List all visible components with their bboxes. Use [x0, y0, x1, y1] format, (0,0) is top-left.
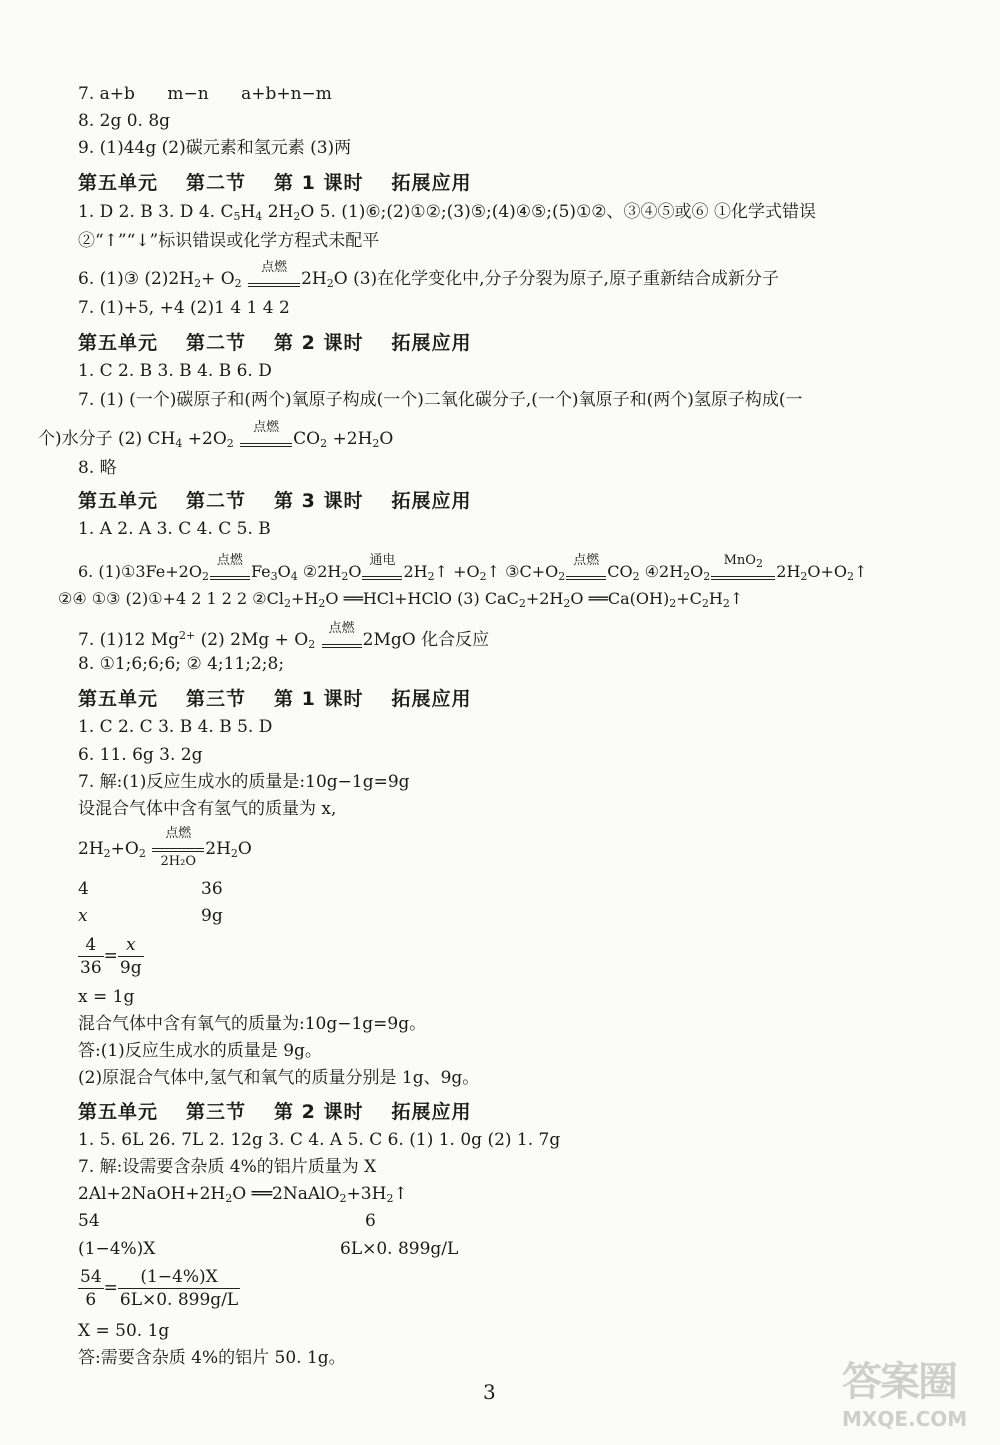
answer-line: 1. D 2. B 3. D 4. $C_5H_4$ $2H_2O$ 5. (1)⑥;(2)①②;(3)⑤;(4)④⑤;(5)①②、③④⑤或⑥ ①化学式错误 [78, 202, 816, 223]
answer-line: 6. 11. 6g 3. 2g [78, 745, 203, 765]
section-heading: 第五单元 第三节 第 1 课时 拓展应用 [78, 688, 472, 710]
answer-line: 7. (1) (一个)碳原子和(两个)氧原子构成(一个)二氧化碳分子,(一个)氧原子和(两个)氢原子构成(一 [78, 390, 803, 410]
answer-line: 7. (1)+5, +4 (2)1 4 1 4 2 [78, 298, 290, 318]
equation-line: 6. $(1)①3Fe+2O_2$ 点燃 $Fe_3O_4$ $②2H_2O$ 通电 $2H_2↑$ $+O_2↑$ $③C+O_2$ 点燃 $CO_2$ $④2H_2O_2$ MnO$_2$ $2H_2O+O_2↑$ [78, 553, 868, 583]
ratio-value: 54 [78, 1211, 100, 1231]
ratio-value: x [78, 906, 88, 926]
proportion: $\frac{54}{6}$ = $\frac{(1-4\%)X}{6L\times 0. 899g/L}$ [80, 1267, 239, 1310]
equation-line: 7. (1)12 $Mg^{2+}$ (2) $2Mg + O_2$ 点燃 2MgO 化合反应 [78, 621, 490, 651]
answer-line: 8. ①1;6;6;6; ② 4;11;2;8; [78, 654, 285, 674]
answer-line: 8. 略 [78, 458, 117, 478]
answer-line: x = 1g [78, 987, 135, 1007]
ratio-value: 6 [365, 1211, 376, 1231]
ratio-value: (1−4%)X [78, 1239, 156, 1259]
reaction-arrow: 点燃 [239, 433, 293, 455]
answer-line: 8. 2g 0. 8g [78, 111, 171, 131]
ratio-value: 4 [78, 879, 89, 899]
page-number: 3 [483, 1380, 496, 1404]
answer-line: 设混合气体中含有氢气的质量为 x, [78, 799, 337, 819]
answer-line: ②“↑”“↓”标识错误或化学方程式未配平 [78, 231, 380, 251]
answer-line: 9. (1)44g (2)碳元素和氢元素 (3)两 [78, 138, 352, 158]
answer-line: 答:需要含杂质 4%的铝片 50. 1g。 [78, 1348, 346, 1368]
section-heading: 第五单元 第二节 第 3 课时 拓展应用 [78, 490, 472, 512]
reaction-arrow: 点燃 [247, 273, 301, 295]
equation-line: 个)水分子 (2) $CH_4 +2O_2$ 点燃 $CO_2 +2H_2O$ [38, 428, 393, 455]
ratio-value: 6L×0. 899g/L [340, 1239, 459, 1259]
answer-line: 7. 解:(1)反应生成水的质量是:10g−1g=9g [78, 772, 410, 792]
equation-line: $2Al+2NaOH+2H_2O$ $══2NaAlO_2+3H_2↑$ [78, 1184, 408, 1205]
answer-line: 1. C 2. C 3. B 4. B 5. D [78, 717, 273, 737]
answer-line: (2)原混合气体中,氢气和氧气的质量分别是 1g、9g。 [78, 1068, 480, 1088]
equation-line: 6. (1)③ $(2)2H_2+ O_2$ 点燃 $2H_2O$ (3)在化学变化中,分子分裂为原子,原子重新结合成新分子 [78, 268, 779, 295]
answer-line: 1. A 2. A 3. C 4. C 5. B [78, 519, 271, 539]
section-heading: 第五单元 第三节 第 2 课时 拓展应用 [78, 1101, 472, 1123]
answer-line: 7. a+b m−n a+b+n−m [78, 84, 332, 104]
answer-line: X = 50. 1g [78, 1321, 170, 1341]
answer-line: 1. 5. 6L 26. 7L 2. 12g 3. C 4. A 5. C 6. (1) 1. 0g (2) 1. 7g [78, 1130, 561, 1150]
ratio-value: 36 [201, 879, 223, 899]
equation-line: $2H_2+O_2$ 点燃 2H₂O $2H_2O$ [78, 825, 252, 869]
answer-line: 1. C 2. B 3. B 4. B 6. D [78, 361, 272, 381]
section-heading: 第五单元 第二节 第 1 课时 拓展应用 [78, 172, 472, 194]
section-heading: 第五单元 第二节 第 2 课时 拓展应用 [78, 332, 472, 354]
answer-line: 答:(1)反应生成水的质量是 9g。 [78, 1041, 322, 1061]
ratio-value: 9g [201, 906, 223, 926]
proportion: $\frac{4}{36}$ = $\frac{x}{9g}$ [80, 935, 142, 978]
answer-line: 7. 解:设需要含杂质 4%的铝片质量为 X [78, 1157, 377, 1177]
equation-line: ②④ ①③ (2)①+4 2 1 2 2 $②Cl_2+H_2O$ ══HCl+HClO (3) $CaC_2+2H_2O$ $══Ca(OH)_2+C_2H_2↑$ [58, 589, 744, 610]
answer-line: 混合气体中含有氧气的质量为:10g−1g=9g。 [78, 1014, 427, 1034]
watermark-logo: 答案圈 MXQE.COM [842, 1359, 968, 1431]
